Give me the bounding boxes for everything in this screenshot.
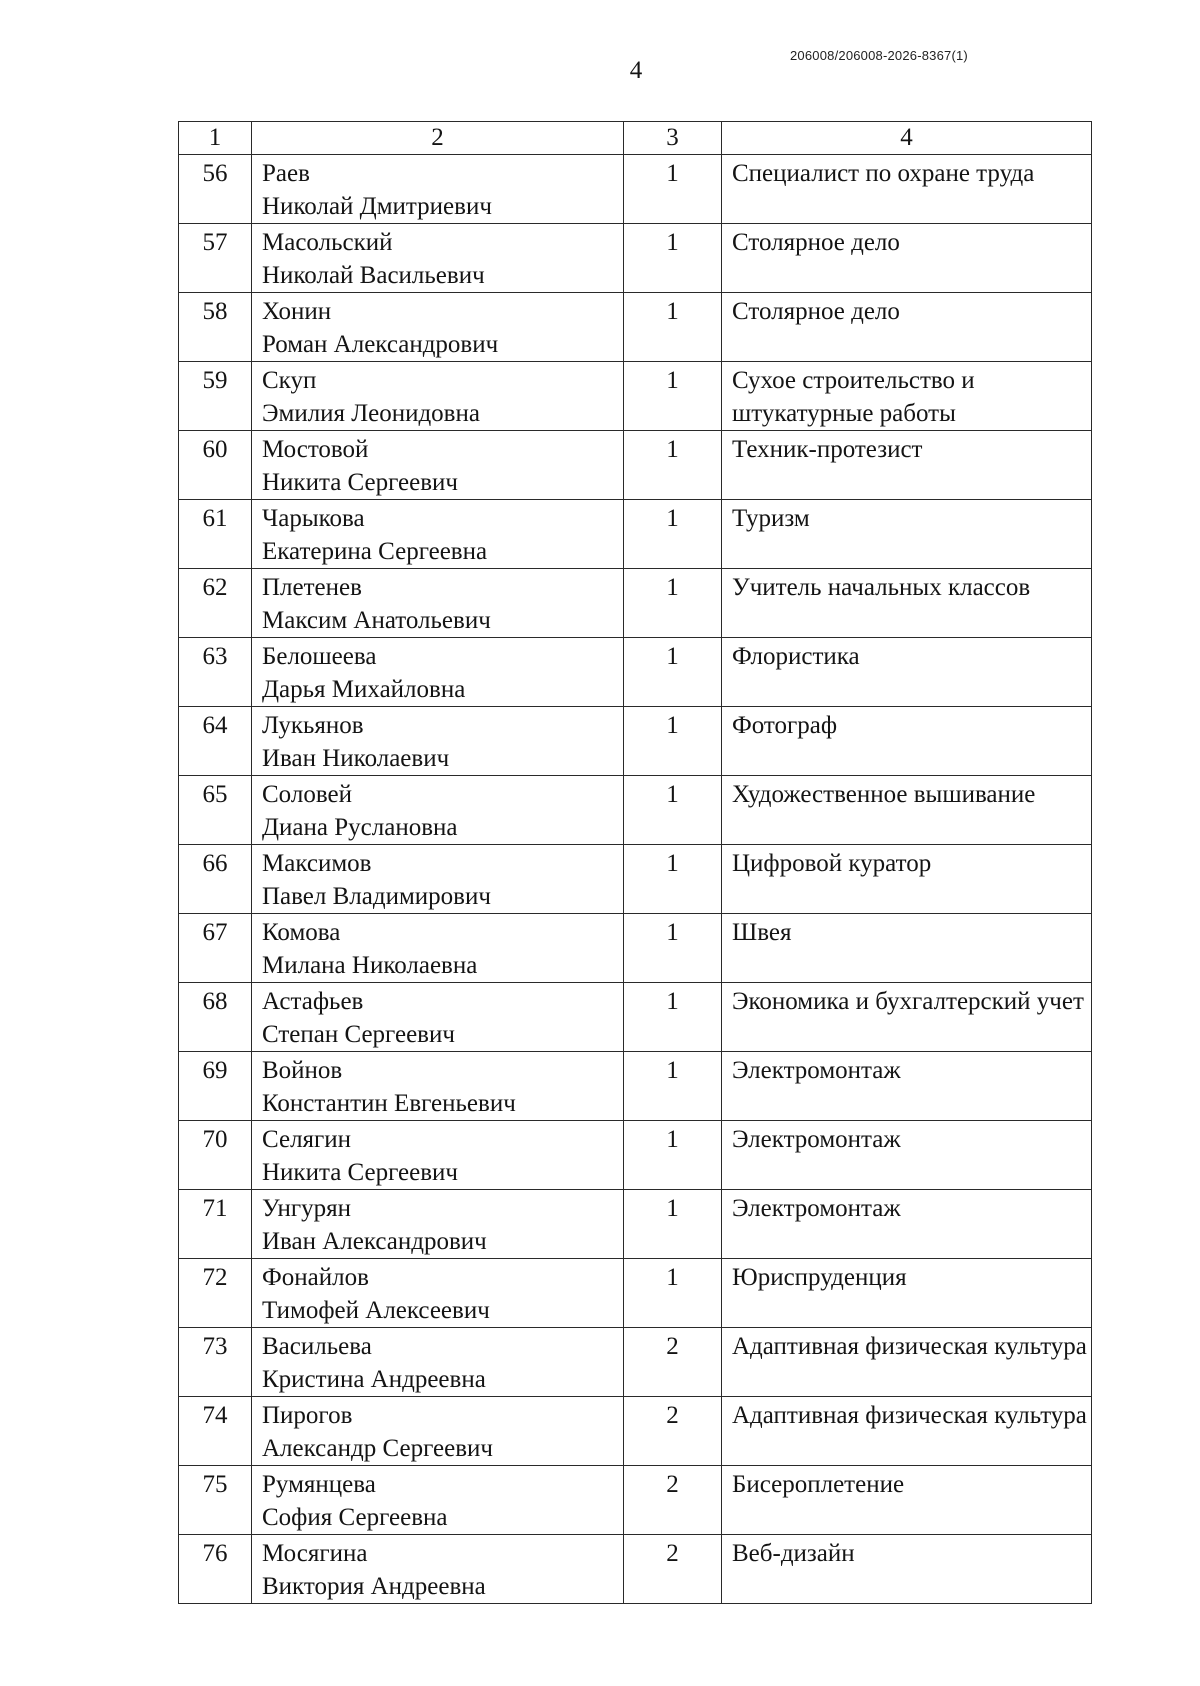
table-row bbox=[179, 500, 1092, 569]
specialty-cell: Цифровой куратор bbox=[722, 845, 1092, 914]
specialty-cell: Адаптивная физическая культура bbox=[722, 1328, 1092, 1397]
participant-name-cell bbox=[252, 845, 624, 914]
quantity-cell: 1 bbox=[624, 914, 722, 983]
specialty-cell: Сухое строительство и штукатурные работы bbox=[722, 362, 1092, 431]
table-row bbox=[179, 362, 1092, 431]
table-row bbox=[179, 155, 1092, 224]
row-number: 66 bbox=[179, 845, 252, 914]
participant-given-names: Екатерина Сергеевна bbox=[262, 538, 488, 565]
participant-surname: Хонин bbox=[262, 298, 332, 325]
quantity-cell: 1 bbox=[624, 1190, 722, 1259]
participant-surname: Астафьев bbox=[262, 988, 364, 1015]
row-number: 69 bbox=[179, 1052, 252, 1121]
participant-surname: Раев bbox=[262, 160, 310, 187]
participant-surname: Фонайлов bbox=[262, 1264, 369, 1291]
table-row bbox=[179, 638, 1092, 707]
participant-given-names: Эмилия Леонидовна bbox=[262, 400, 480, 427]
participant-given-names: Милана Николаевна bbox=[262, 952, 478, 979]
quantity-cell: 1 bbox=[624, 707, 722, 776]
specialty-cell: Флористика bbox=[722, 638, 1092, 707]
table-row bbox=[179, 1328, 1092, 1397]
participant-name-cell bbox=[252, 224, 624, 293]
participant-name-cell bbox=[252, 776, 624, 845]
specialty-cell: Электромонтаж bbox=[722, 1121, 1092, 1190]
participant-given-names: Тимофей Алексеевич bbox=[262, 1297, 490, 1324]
column-header-1: 1 bbox=[179, 122, 252, 155]
participant-given-names: Виктория Андреевна bbox=[262, 1573, 486, 1600]
row-number: 67 bbox=[179, 914, 252, 983]
participant-name-cell bbox=[252, 500, 624, 569]
participant-name-cell bbox=[252, 1259, 624, 1328]
document-code: 206008/206008-2026-8367(1) bbox=[790, 48, 968, 63]
participant-surname: Чарыкова bbox=[262, 505, 365, 532]
quantity-cell: 1 bbox=[624, 638, 722, 707]
participant-surname: Мостовой bbox=[262, 436, 369, 463]
column-header-2: 2 bbox=[252, 122, 624, 155]
table-row bbox=[179, 1190, 1092, 1259]
row-number: 58 bbox=[179, 293, 252, 362]
table-row bbox=[179, 293, 1092, 362]
quantity-cell: 1 bbox=[624, 293, 722, 362]
table-row bbox=[179, 1121, 1092, 1190]
specialty-cell: Веб-дизайн bbox=[722, 1535, 1092, 1604]
specialty-cell: Швея bbox=[722, 914, 1092, 983]
quantity-cell: 1 bbox=[624, 776, 722, 845]
row-number: 63 bbox=[179, 638, 252, 707]
participant-name-cell bbox=[252, 914, 624, 983]
quantity-cell: 1 bbox=[624, 224, 722, 293]
specialty-cell: Бисероплетение bbox=[722, 1466, 1092, 1535]
participant-name-cell bbox=[252, 1535, 624, 1604]
quantity-cell: 1 bbox=[624, 155, 722, 224]
participant-surname: Комова bbox=[262, 919, 341, 946]
participant-name-cell bbox=[252, 1052, 624, 1121]
participant-name-cell bbox=[252, 362, 624, 431]
table-row bbox=[179, 914, 1092, 983]
specialty-cell: Столярное дело bbox=[722, 293, 1092, 362]
participant-surname: Васильева bbox=[262, 1333, 372, 1360]
quantity-cell: 2 bbox=[624, 1466, 722, 1535]
participant-given-names: Николай Васильевич bbox=[262, 262, 485, 289]
specialty-cell: Адаптивная физическая культура bbox=[722, 1397, 1092, 1466]
participant-given-names: Иван Николаевич bbox=[262, 745, 450, 772]
row-number: 65 bbox=[179, 776, 252, 845]
row-number: 76 bbox=[179, 1535, 252, 1604]
participant-given-names: Кристина Андреевна bbox=[262, 1366, 486, 1393]
quantity-cell: 1 bbox=[624, 845, 722, 914]
page-number: 4 bbox=[629, 57, 643, 84]
table-row bbox=[179, 707, 1092, 776]
quantity-cell: 1 bbox=[624, 1052, 722, 1121]
row-number: 75 bbox=[179, 1466, 252, 1535]
quantity-cell: 1 bbox=[624, 1259, 722, 1328]
participant-name-cell bbox=[252, 569, 624, 638]
quantity-cell: 1 bbox=[624, 431, 722, 500]
participant-name-cell bbox=[252, 1466, 624, 1535]
participant-name-cell bbox=[252, 155, 624, 224]
participant-given-names: Степан Сергеевич bbox=[262, 1021, 455, 1048]
participant-name-cell bbox=[252, 1328, 624, 1397]
row-number: 57 bbox=[179, 224, 252, 293]
quantity-cell: 1 bbox=[624, 983, 722, 1052]
participant-name-cell bbox=[252, 1121, 624, 1190]
participant-name-cell bbox=[252, 293, 624, 362]
specialty-cell: Электромонтаж bbox=[722, 1190, 1092, 1259]
participant-given-names: Иван Александрович bbox=[262, 1228, 487, 1255]
quantity-cell: 1 bbox=[624, 500, 722, 569]
participant-surname: Плетенев bbox=[262, 574, 362, 601]
participant-surname: Мосягина bbox=[262, 1540, 368, 1567]
participant-given-names: Александр Сергеевич bbox=[262, 1435, 493, 1462]
participants-table bbox=[178, 121, 1092, 1604]
participant-given-names: Николай Дмитриевич bbox=[262, 193, 492, 220]
specialty-cell: Экономика и бухгалтерский учет bbox=[722, 983, 1092, 1052]
participant-surname: Селягин bbox=[262, 1126, 352, 1153]
participant-given-names: Никита Сергеевич bbox=[262, 1159, 458, 1186]
specialty-cell: Художественное вышивание bbox=[722, 776, 1092, 845]
quantity-cell: 1 bbox=[624, 1121, 722, 1190]
row-number: 59 bbox=[179, 362, 252, 431]
participant-given-names: Роман Александрович bbox=[262, 331, 499, 358]
row-number: 73 bbox=[179, 1328, 252, 1397]
participant-given-names: Дарья Михайловна bbox=[262, 676, 466, 703]
participant-surname: Соловей bbox=[262, 781, 352, 808]
quantity-cell: 2 bbox=[624, 1328, 722, 1397]
specialty-cell: Юриспруденция bbox=[722, 1259, 1092, 1328]
table-row bbox=[179, 569, 1092, 638]
specialty-cell: Фотограф bbox=[722, 707, 1092, 776]
table-row bbox=[179, 776, 1092, 845]
participant-name-cell bbox=[252, 1397, 624, 1466]
specialty-cell: Техник-протезист bbox=[722, 431, 1092, 500]
participant-given-names: София Сергеевна bbox=[262, 1504, 448, 1531]
specialty-cell: Электромонтаж bbox=[722, 1052, 1092, 1121]
participant-surname: Максимов bbox=[262, 850, 372, 877]
participant-name-cell bbox=[252, 707, 624, 776]
participant-surname: Лукьянов bbox=[262, 712, 364, 739]
specialty-cell: Специалист по охране труда bbox=[722, 155, 1092, 224]
participant-name-cell bbox=[252, 431, 624, 500]
participant-given-names: Константин Евгеньевич bbox=[262, 1090, 516, 1117]
participant-given-names: Павел Владимирович bbox=[262, 883, 491, 910]
participant-surname: Унгурян bbox=[262, 1195, 352, 1222]
table-row bbox=[179, 224, 1092, 293]
table-row bbox=[179, 1466, 1092, 1535]
table-body bbox=[179, 155, 1092, 1604]
participant-given-names: Диана Руслановна bbox=[262, 814, 458, 841]
participant-name-cell bbox=[252, 1190, 624, 1259]
participant-surname: Белошеева bbox=[262, 643, 377, 670]
row-number: 74 bbox=[179, 1397, 252, 1466]
row-number: 68 bbox=[179, 983, 252, 1052]
quantity-cell: 1 bbox=[624, 569, 722, 638]
table-row bbox=[179, 1397, 1092, 1466]
row-number: 56 bbox=[179, 155, 252, 224]
row-number: 70 bbox=[179, 1121, 252, 1190]
specialty-cell: Столярное дело bbox=[722, 224, 1092, 293]
participant-surname: Румянцева bbox=[262, 1471, 376, 1498]
participant-surname: Скуп bbox=[262, 367, 317, 394]
row-number: 62 bbox=[179, 569, 252, 638]
table-row bbox=[179, 845, 1092, 914]
row-number: 60 bbox=[179, 431, 252, 500]
column-header-4: 4 bbox=[722, 122, 1092, 155]
table-row bbox=[179, 431, 1092, 500]
participant-surname: Пирогов bbox=[262, 1402, 353, 1429]
specialty-cell: Туризм bbox=[722, 500, 1092, 569]
quantity-cell: 2 bbox=[624, 1397, 722, 1466]
table-row bbox=[179, 983, 1092, 1052]
table-row bbox=[179, 1052, 1092, 1121]
row-number: 61 bbox=[179, 500, 252, 569]
row-number: 64 bbox=[179, 707, 252, 776]
table-header-row bbox=[179, 122, 1092, 155]
quantity-cell: 1 bbox=[624, 362, 722, 431]
table-row bbox=[179, 1259, 1092, 1328]
participant-given-names: Никита Сергеевич bbox=[262, 469, 458, 496]
participant-name-cell bbox=[252, 638, 624, 707]
participant-surname: Масольский bbox=[262, 229, 393, 256]
participant-given-names: Максим Анатольевич bbox=[262, 607, 491, 634]
participant-surname: Войнов bbox=[262, 1057, 343, 1084]
quantity-cell: 2 bbox=[624, 1535, 722, 1604]
column-header-3: 3 bbox=[624, 122, 722, 155]
participant-name-cell bbox=[252, 983, 624, 1052]
table-row bbox=[179, 1535, 1092, 1604]
row-number: 72 bbox=[179, 1259, 252, 1328]
specialty-cell: Учитель начальных классов bbox=[722, 569, 1092, 638]
row-number: 71 bbox=[179, 1190, 252, 1259]
